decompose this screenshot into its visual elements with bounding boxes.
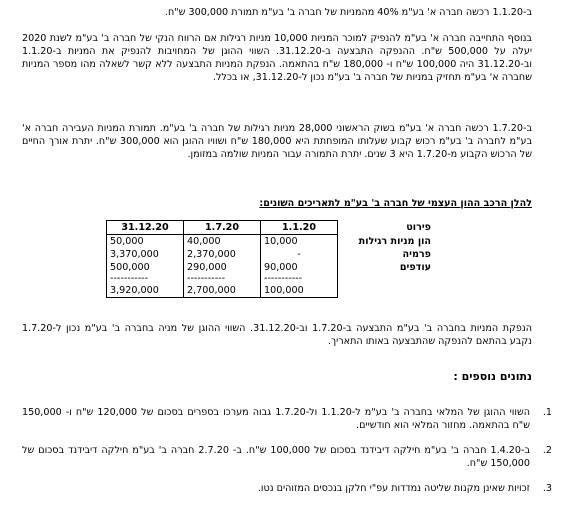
table-cell: 290,000 xyxy=(184,261,261,274)
extra-data-title: נתונים נוספים : xyxy=(453,370,532,383)
table-header-cell: 1.1.20 xyxy=(261,221,338,235)
table-dash-row xyxy=(107,274,435,284)
table-cell: ----------- xyxy=(107,274,184,284)
list-item-text: ב-1.4.20 חברה ב' בע"מ חילקה דיבידנד בסכום של 100,000 ש"ח. ב- 2.7.20 חברה ב' בע"מ חילקה דיבידנד בסכום של 150,000 ש"ח. xyxy=(22,445,530,469)
table-row-label: עודפים xyxy=(399,262,431,273)
list-item xyxy=(22,406,552,432)
table-cell: 100,000 xyxy=(261,284,338,298)
table-cell: 90,000 xyxy=(261,261,338,274)
table-total-row xyxy=(107,284,435,298)
equity-table-title: להלן הרכב ההון העצמי של חברה ב' בע"מ לתאריכים השונים: xyxy=(259,198,532,209)
table-header-cell: פירוט xyxy=(406,222,431,233)
list-item xyxy=(22,482,552,495)
table-cell: 40,000 xyxy=(184,235,261,249)
table-cell: 10,000 xyxy=(261,235,338,249)
list-item xyxy=(22,444,552,470)
table-cell: 2,700,000 xyxy=(184,284,261,298)
table-cell: 2,370,000 xyxy=(184,248,261,261)
table-header-row xyxy=(107,221,435,235)
list-item-number: 3. xyxy=(542,483,552,494)
table-cell: 50,000 xyxy=(107,235,184,249)
table-cell: 3,370,000 xyxy=(107,248,184,261)
table-row xyxy=(107,248,435,261)
list-item-number: 2. xyxy=(542,445,552,456)
paragraph-issuance-note: הנפקת המניות בחברה ב' בע"מ התבצעה ב-1.7.20 וב-31.12.20. השווי ההוגן של מניה בחברה ב' בע"מ נכון ל-1.7.20 נקבע בהתאם להנפקה שהתבצעה באותו התאריך. xyxy=(22,323,533,347)
table-row-label: פרמיה xyxy=(402,249,431,260)
table-row-label: הון מניות רגילות xyxy=(358,235,431,247)
table-row xyxy=(107,235,435,249)
extra-data-list xyxy=(22,406,552,507)
table-cell: ----------- xyxy=(184,274,261,284)
list-item-number: 1. xyxy=(542,407,552,418)
table-header-cell: 1.7.20 xyxy=(184,221,261,235)
table-header-cell: 31.12.20 xyxy=(107,221,184,235)
table-cell: - xyxy=(261,248,338,261)
paragraph-purchase-40: ב-1.1.20 רכשה חברה א' בע"מ 40% מהמניות של חברה ב' בע"מ תמורת 300,000 ש"ח. xyxy=(164,7,532,18)
table-cell: 500,000 xyxy=(107,261,184,274)
paragraph-second-purchase: ב-1.7.20 רכשה חברה א' בע"מ בשוק הראשוני 28,000 מניות רגילות של חברה ב' בע"מ. תמורת המניות העבירה חברה א' בע"מ לחברה ב' בע"מ רכוש קבוע שעלותו המופחתת היא 180,000 ש"ח ושוויו ההוגן הוא 300,000 ש"ח. יתרת אורך החיים של הרכוש הקבוע מ-1.7.20 היא 3 שנים. יתרת התמורה עבור המניות שולמה במזומן. xyxy=(22,123,533,160)
table-cell: ----------- xyxy=(261,274,338,284)
list-item-text: השווי ההוגן של המלאי בחברה ב' בע"מ ל-1.1.20 ול-1.7.20 גבוה מערכו בספרים בסכום של 120,000 ש"ח ו- 150,000 ש"ח בהתאמה. מחזור המלאי הוא חודשיים. xyxy=(22,407,531,431)
paragraph-contingent-shares: בנוסף התחייבה חברה א' בע"מ להנפיק למוכר המניות 10,000 מניות רגילות אם הרווח הנקי של חברה ב' בע"מ לשנת 2020 יעלה על 500,000 ש"ח. ההנפקה התבצעה ב-31.12.20. השווי ההוגן של המחויבות להנפיק את המניות ב-1.1.20 וב-31.12.20 היה 100,000 ש"ח ו- 180,000 ש"ח בהתאמה. הנפקת המניות התבצעה ללא קשר לשאלה מהו מספר המניות שחברה א' בע"מ תחזיק במניות של חברה ב' בע"מ נכון ל-31.12.20, או בכלל. xyxy=(22,33,533,83)
list-item-text: זכויות שאינן מקנות שליטה נמדדות עפ"י חלקן בנכסים המזוהים נטו. xyxy=(257,483,530,494)
equity-table xyxy=(106,220,434,298)
table-cell: 3,920,000 xyxy=(107,284,184,298)
